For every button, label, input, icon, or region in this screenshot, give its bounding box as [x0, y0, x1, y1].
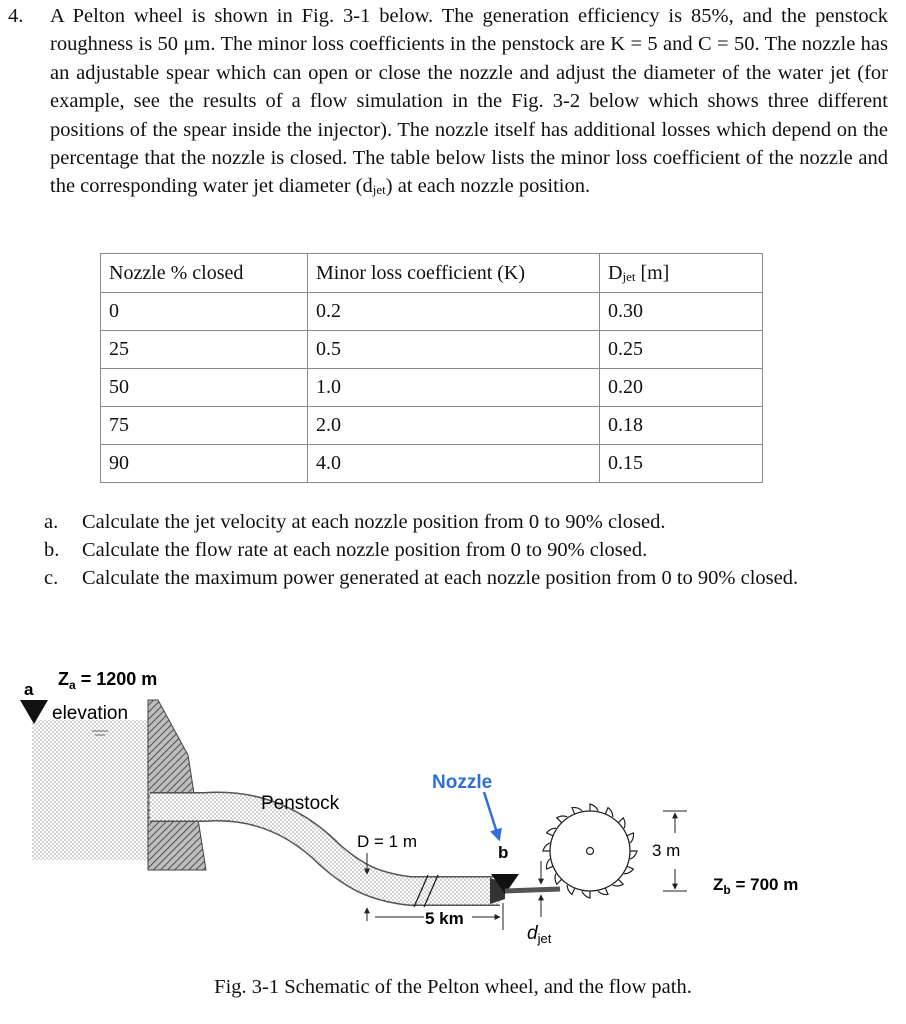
cell-closed: 90 [101, 445, 308, 483]
nozzle-label: Nozzle [432, 772, 493, 793]
task-item: c. Calculate the maximum power generated at each nozzle position from 0 to 90% closed. [44, 567, 799, 589]
table-row [101, 445, 763, 483]
cell-djet: 0.18 [600, 407, 763, 445]
cell-k: 2.0 [308, 407, 600, 445]
task-item: a. Calculate the jet velocity at each nozzle position from 0 to 90% closed. [44, 511, 666, 533]
wheel-bucket [630, 851, 637, 859]
diameter-label: D = 1 m [357, 832, 417, 851]
za-label: $Z_a = 1200$ m [58, 669, 158, 692]
point-b-label: b [498, 843, 509, 862]
header-closed: Nozzle % closed [101, 254, 308, 293]
problem-number: 4. [8, 5, 24, 27]
cell-k: 4.0 [308, 445, 600, 483]
cell-closed: 25 [101, 331, 308, 369]
length-label: 5 km [425, 909, 464, 928]
problem-statement [8, 2, 888, 205]
water-jet [505, 889, 560, 891]
wheel-diameter-label: 3 m [652, 841, 681, 860]
nozzle-table [100, 253, 763, 483]
header-djet: $D_{jet}$ [m] [600, 254, 763, 293]
problem-text [50, 2, 888, 205]
penstock-label: Penstock [261, 793, 340, 814]
point-a-label: a [24, 680, 34, 699]
wheel-bucket [543, 843, 550, 851]
cell-closed: 75 [101, 407, 308, 445]
cell-djet: 0.15 [600, 445, 763, 483]
reservoir-water [32, 720, 157, 860]
problem-intro: A Pelton wheel is shown in Fig. 3-1 below. The generation efficiency is 85%, and the penstock roughness is 50 μm. The minor loss coefficients in the penstock are K = 5 and C = 50. The nozzle has an adjustable spear which can open or close the nozzle and adjust the diameter of the water jet (for example, see the results of a flow simulation in the Fig. 3-2 below which shows three different positions of the spear inside the injector). The nozzle itself has additional losses which depend on the percentage that the nozzle is closed. The table below lists the minor loss coefficient of the nozzle and the corresponding water jet diameter (d [50, 5, 888, 198]
cell-closed: 0 [101, 293, 308, 331]
header-k: Minor loss coefficient (K) [308, 254, 600, 293]
djet-label: $d_{jet}$ [527, 923, 552, 946]
cell-djet: 0.25 [600, 331, 763, 369]
table-row [101, 369, 763, 407]
cell-closed: 50 [101, 369, 308, 407]
figure-caption: Fig. 3-1 Schematic of the Pelton wheel, and the flow path. [214, 976, 692, 998]
nozzle-pointer-arrow [484, 792, 499, 839]
wheel-bucket [590, 804, 598, 811]
pelton-wheel [550, 811, 630, 891]
table-header-row [101, 254, 763, 293]
cell-djet: 0.20 [600, 369, 763, 407]
zb-label: $Z_b = 700$ m [713, 875, 799, 897]
cell-k: 0.2 [308, 293, 600, 331]
cell-k: 1.0 [308, 369, 600, 407]
problem-intro-sub: jet [372, 182, 386, 198]
task-item: b. Calculate the flow rate at each nozzle position from 0 to 90% closed. [44, 539, 648, 561]
table-row [101, 293, 763, 331]
elevation-label: elevation [52, 703, 129, 724]
pelton-schematic [0, 655, 906, 955]
task-list [44, 508, 798, 592]
problem-intro-end: ) at each nozzle position. [385, 175, 591, 198]
dam [148, 700, 206, 870]
wheel-bucket [582, 891, 590, 898]
cell-djet: 0.30 [600, 293, 763, 331]
table-row [101, 331, 763, 369]
cell-k: 0.5 [308, 331, 600, 369]
table-row [101, 407, 763, 445]
